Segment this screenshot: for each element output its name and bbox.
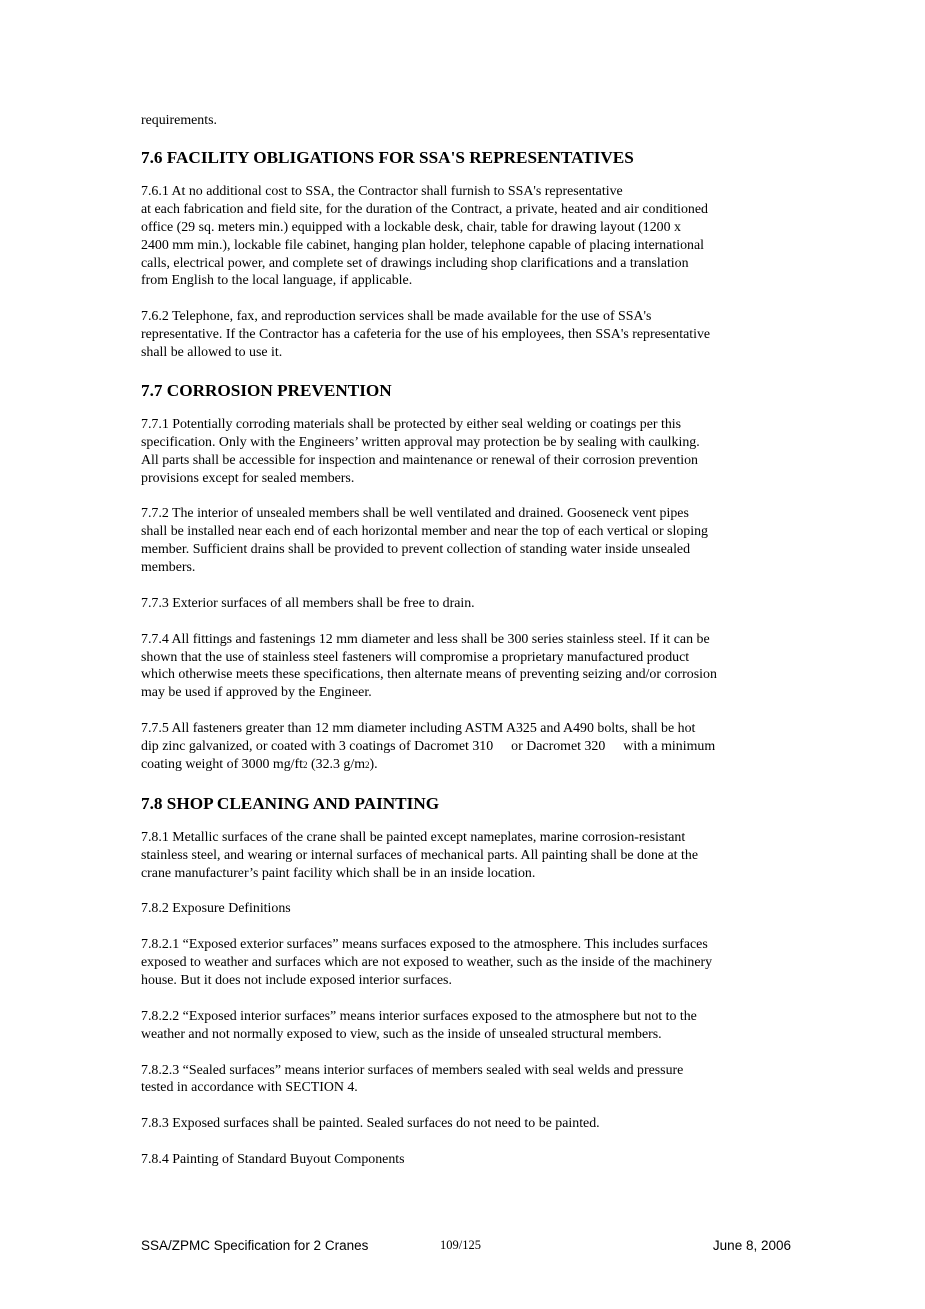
text-line: shown that the use of stainless steel fasteners will compromise a proprietary manufactured product — [141, 649, 690, 665]
text-line: crane manufacturer’s paint facility which shall be in an inside location. — [141, 865, 536, 881]
text-line: member. Sufficient drains shall be provided to prevent collection of standing water inside unsealed — [141, 542, 691, 558]
text-line: at each fabrication and field site, for the duration of the Contract, a private, heated and air conditioned — [141, 201, 708, 217]
text-line: tested in accordance with SECTION 4. — [141, 1080, 358, 1096]
text-line: 7.8.2.2 “Exposed interior surfaces” means interior surfaces exposed to the atmosphere but not to the — [141, 1008, 697, 1024]
text-line: from English to the local language, if applicable. — [141, 273, 413, 289]
paragraph-7-8-2-1 — [141, 936, 791, 990]
text-line: which otherwise meets these specifications, then alternate means of preventing seizing and/or corrosion — [141, 667, 717, 683]
text-line: 7.7.3 Exterior surfaces of all members shall be free to drain. — [141, 595, 475, 611]
footer-date: June 8, 2006 — [712, 1238, 791, 1253]
paragraph-7-7-5-line-1: 7.7.5 All fasteners greater than 12 mm diameter including ASTM A325 and A490 bolts, shall be hot — [141, 721, 696, 737]
paragraph-7-8-2-3 — [141, 1062, 791, 1098]
section-7-6-heading: 7.6 FACILITY OBLIGATIONS FOR SSA'S REPRESENTATIVES — [141, 147, 634, 167]
page-footer — [141, 1238, 791, 1256]
text-line: members. — [141, 560, 196, 576]
text-line: 7.8.3 Exposed surfaces shall be painted. Sealed surfaces do not need to be painted. — [141, 1116, 600, 1132]
paragraph-7-8-4 — [141, 1151, 791, 1169]
text-line: shall be allowed to use it. — [141, 345, 283, 361]
text-line: may be used if approved by the Engineer. — [141, 685, 372, 701]
text-line: house. But it does not include exposed interior surfaces. — [141, 973, 452, 989]
text-line: 7.8.2 Exposure Definitions — [141, 901, 291, 917]
text-line: provisions except for sealed members. — [141, 470, 355, 486]
text-line: specification. Only with the Engineers’ written approval may protection be by sealing with caulking. — [141, 434, 700, 450]
text-line: 7.6.2 Telephone, fax, and reproduction services shall be made available for the use of SSA's — [141, 309, 652, 325]
text-line: 7.8.4 Painting of Standard Buyout Components — [141, 1152, 405, 1168]
paragraph-7-7-2 — [141, 505, 791, 577]
text-line: office (29 sq. meters min.) equipped with a lockable desk, chair, table for drawing layout (1200 x — [141, 219, 681, 235]
footer-page-number: 109/125 — [440, 1238, 481, 1252]
text-line: 7.8.2.3 “Sealed surfaces” means interior surfaces of members sealed with seal welds and pressure — [141, 1062, 684, 1078]
text-line: All parts shall be accessible for inspection and maintenance or renewal of their corrosion prevention — [141, 452, 698, 468]
text-line: 7.6.1 At no additional cost to SSA, the Contractor shall furnish to SSA's representative — [141, 183, 623, 199]
text-line: stainless steel, and wearing or internal surfaces of mechanical parts. All painting shall be done at the — [141, 847, 698, 863]
text-line: shall be installed near each end of each horizontal member and near the top of each vertical or sloping — [141, 524, 708, 540]
paragraph-7-7-5-line-2: dip zinc galvanized, or coated with 3 coatings of Dacromet 310 or Dacromet 320 with a minimum — [141, 739, 716, 755]
footer-document-title: SSA/ZPMC Specification for 2 Cranes — [141, 1238, 369, 1253]
paragraph-7-8-2 — [141, 900, 791, 918]
intro-text: requirements. — [141, 113, 217, 128]
text-line: 7.8.1 Metallic surfaces of the crane shall be painted except nameplates, marine corrosion-resistant — [141, 829, 686, 845]
text-line: 2400 mm min.), lockable file cabinet, hanging plan holder, telephone capable of placing international — [141, 237, 704, 253]
text-line: representative. If the Contractor has a cafeteria for the use of his employees, then SSA's representative — [141, 327, 711, 343]
text-line: weather and not normally exposed to view, such as the inside of unsealed structural members. — [141, 1026, 662, 1042]
text-line: 7.7.2 The interior of unsealed members shall be well ventilated and drained. Gooseneck vent pipes — [141, 506, 689, 522]
document-body — [141, 112, 791, 1187]
section-7-8-heading: 7.8 SHOP CLEANING AND PAINTING — [141, 793, 440, 813]
paragraph-7-7-5-line-3: coating weight of 3000 mg/ft2 (32.3 g/m2). — [141, 757, 378, 772]
text-line: 7.8.2.1 “Exposed exterior surfaces” means surfaces exposed to the atmosphere. This includes surfaces — [141, 937, 708, 953]
text-line: calls, electrical power, and complete set of drawings including shop clarifications and a translation — [141, 255, 689, 271]
paragraph-7-8-2-2 — [141, 1008, 791, 1044]
paragraph-7-6-1 — [141, 183, 791, 290]
section-7-7-heading: 7.7 CORROSION PREVENTION — [141, 380, 392, 400]
paragraph-7-8-1 — [141, 829, 791, 883]
paragraph-7-7-1 — [141, 416, 791, 488]
paragraph-7-7-5 — [141, 720, 791, 775]
paragraph-7-6-2 — [141, 308, 791, 362]
text-line: 7.7.1 Potentially corroding materials shall be protected by either seal welding or coatings per this — [141, 416, 682, 432]
text-line: 7.7.4 All fittings and fastenings 12 mm diameter and less shall be 300 series stainless steel. If it can be — [141, 631, 710, 647]
paragraph-7-8-3 — [141, 1115, 791, 1133]
text-line: exposed to weather and surfaces which are not exposed to weather, such as the inside of the machinery — [141, 955, 713, 971]
paragraph-7-7-3 — [141, 595, 791, 613]
paragraph-7-7-4 — [141, 631, 791, 703]
